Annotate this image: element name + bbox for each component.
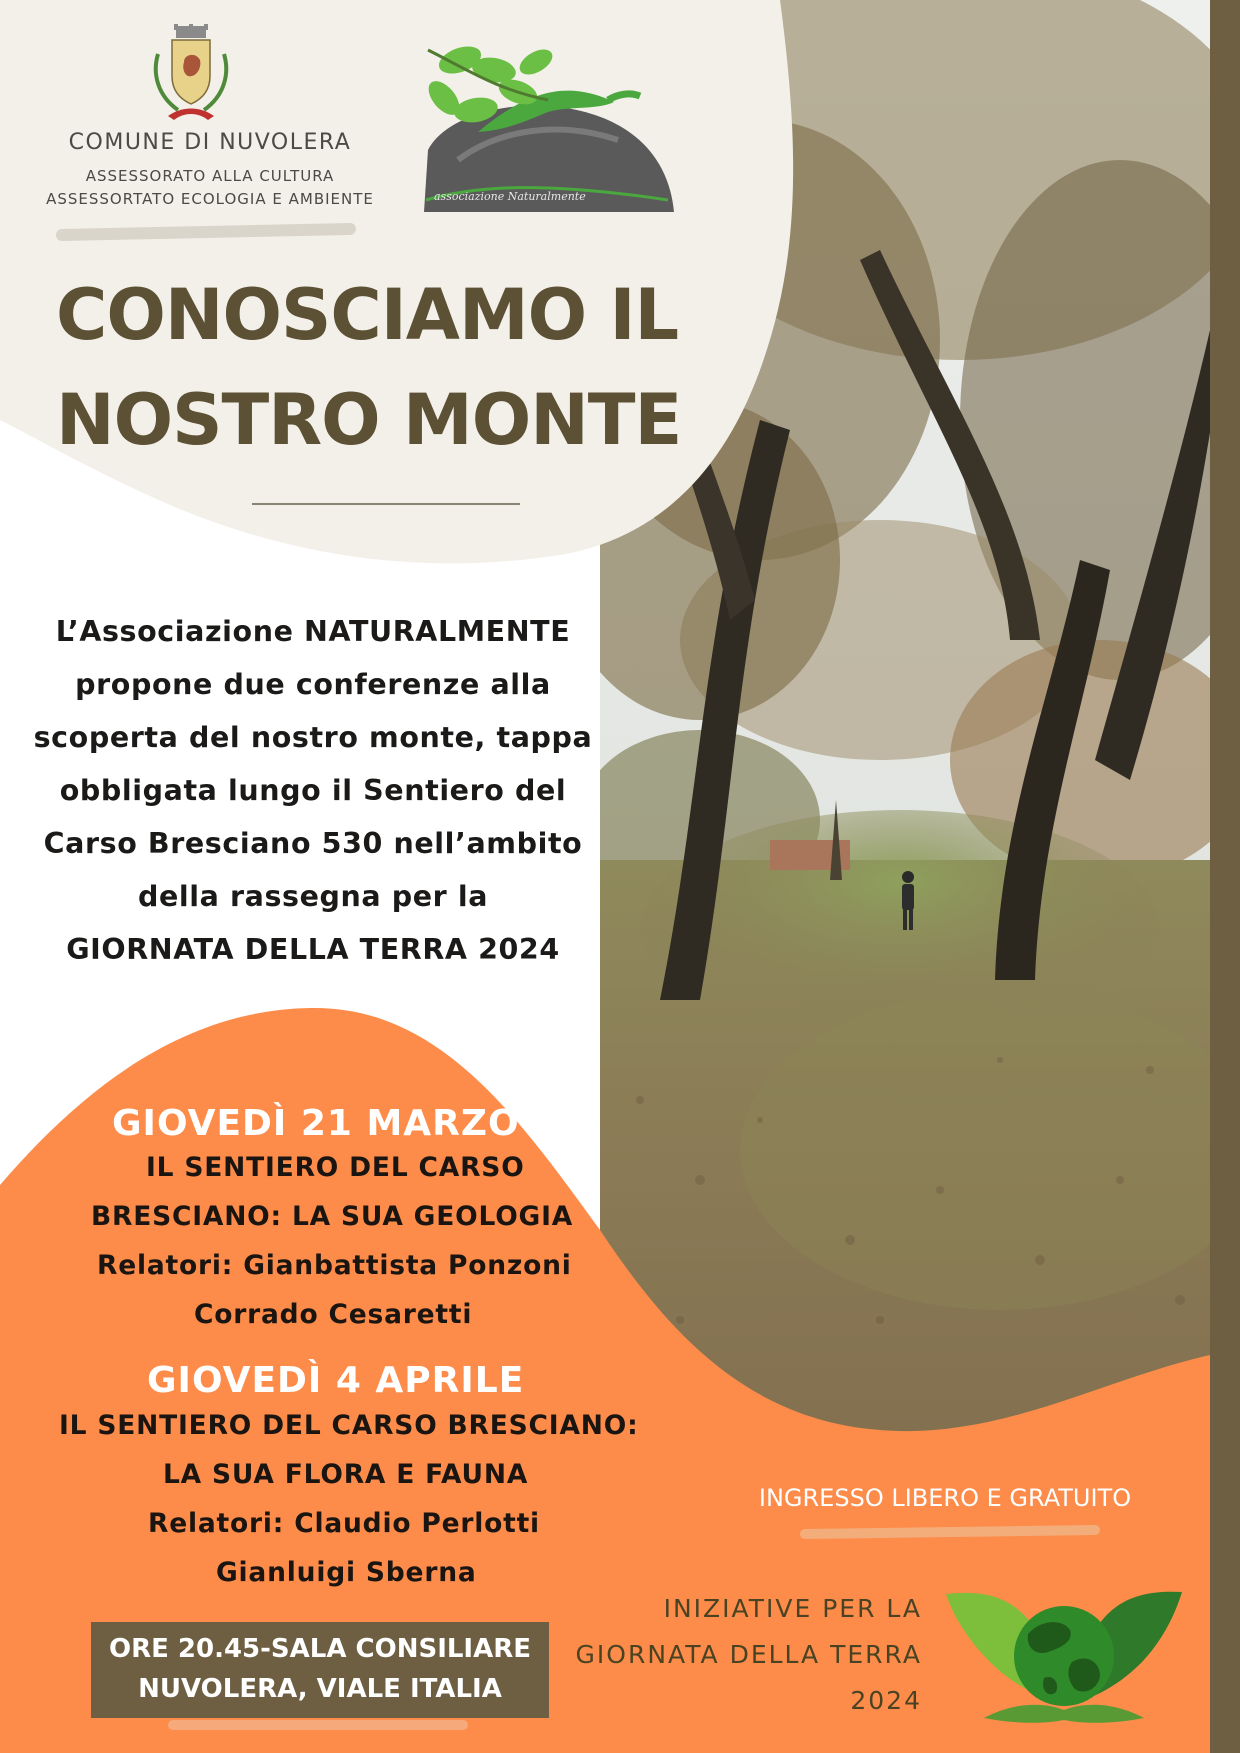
event-2-line: LA SUA FLORA E FAUNA bbox=[163, 1459, 529, 1490]
event-2-speakers: Gianluigi Sberna bbox=[216, 1557, 477, 1588]
venue-line-2: NUVOLERA, VIALE ITALIA bbox=[138, 1674, 502, 1704]
event-1-line: IL SENTIERO DEL CARSO bbox=[146, 1152, 525, 1183]
initiative-line: INIZIATIVE PER LA bbox=[663, 1594, 922, 1623]
intro-line: propone due conferenze alla bbox=[75, 668, 551, 701]
venue-line-1: ORE 20.45-SALA CONSILIARE bbox=[108, 1634, 532, 1664]
assessorato-ecologia: ASSESSORTATO ECOLOGIA E AMBIENTE bbox=[46, 190, 374, 208]
event-1-line: BRESCIANO: LA SUA GEOLOGIA bbox=[91, 1201, 574, 1232]
title-divider bbox=[252, 503, 520, 505]
event-1-speakers: Corrado Cesaretti bbox=[194, 1299, 473, 1330]
venue-brush-stroke bbox=[168, 1720, 468, 1730]
event-2-date: GIOVEDÌ 4 APRILE bbox=[147, 1360, 525, 1401]
municipal-crest-icon bbox=[148, 24, 234, 128]
lizard-on-rock-logo bbox=[418, 40, 678, 212]
comune-name: COMUNE DI NUVOLERA bbox=[68, 130, 352, 155]
title-line-1: CONOSCIAMO IL bbox=[56, 274, 679, 356]
association-logo-text: associazione Naturalmente bbox=[434, 190, 586, 203]
free-entry-label: INGRESSO LIBERO E GRATUITO bbox=[758, 1484, 1132, 1512]
intro-line: Carso Bresciano 530 nell’ambito bbox=[43, 827, 583, 860]
initiative-line: GIORNATA DELLA TERRA bbox=[575, 1640, 922, 1669]
right-border-strip bbox=[1210, 0, 1240, 1753]
intro-line: L’Associazione NATURALMENTE bbox=[55, 615, 571, 648]
assessorato-cultura: ASSESSORATO ALLA CULTURA bbox=[85, 167, 335, 185]
earth-in-hands-icon bbox=[944, 1590, 1184, 1725]
intro-line: GIORNATA DELLA TERRA 2024 bbox=[66, 933, 560, 966]
intro-paragraph bbox=[28, 605, 598, 976]
initiative-line: 2024 bbox=[850, 1686, 922, 1715]
event-2-line: IL SENTIERO DEL CARSO BRESCIANO: bbox=[59, 1410, 639, 1441]
venue-box bbox=[91, 1622, 549, 1718]
title-line-2: NOSTRO MONTE bbox=[56, 379, 682, 461]
event-2-speakers: Relatori: Claudio Perlotti bbox=[148, 1508, 540, 1539]
event-1-date: GIOVEDÌ 21 MARZO bbox=[112, 1103, 520, 1144]
intro-line: obbligata lungo il Sentiero del bbox=[59, 774, 567, 807]
event-1-speakers: Relatori: Gianbattista Ponzoni bbox=[97, 1250, 572, 1281]
intro-line: della rassegna per la bbox=[137, 880, 489, 913]
intro-line: scoperta del nostro monte, tappa bbox=[33, 721, 593, 754]
